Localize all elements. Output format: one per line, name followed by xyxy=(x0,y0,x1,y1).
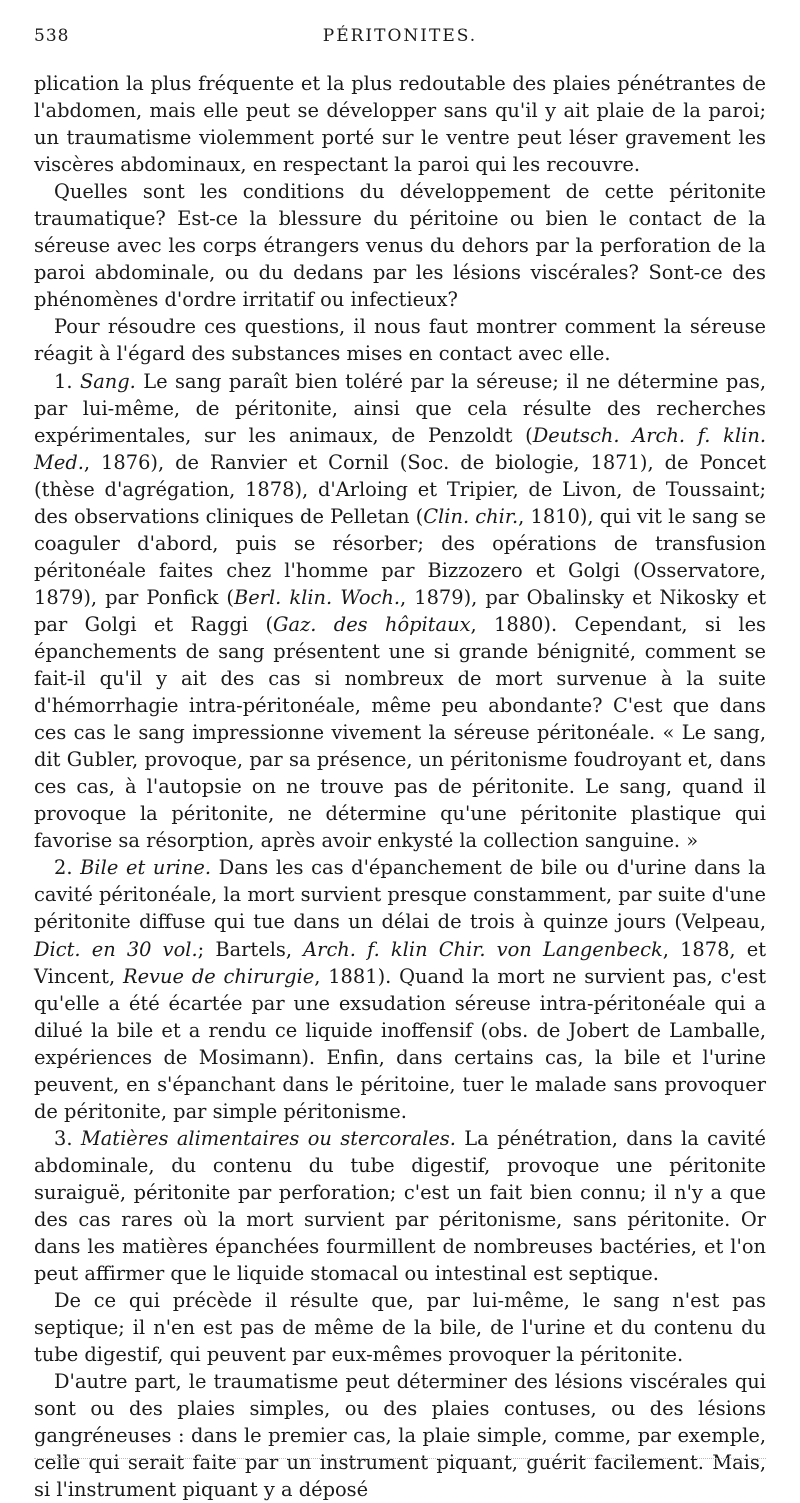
paragraph-sang xyxy=(34,368,766,855)
running-header xyxy=(34,26,766,52)
italic-citation: Bile et urine. xyxy=(80,856,211,880)
paragraph-questions xyxy=(34,178,766,313)
italic-citation: Gaz. des hôpitaux xyxy=(273,612,471,636)
text-run: , 1879), par Obalinsky et Nikosky et par Golgi et Raggi ( xyxy=(34,585,766,636)
text-run: De ce qui précède il résulte que, par lui-même, le sang n'est pas septique; il n'en est pas de même de la bile, de l'urine et du contenu du tube digestif, qui peuvent par eux-mêmes provoquer la péritonite. xyxy=(34,1289,766,1367)
italic-citation: Sang. xyxy=(79,369,136,393)
italic-citation: Clin. chir. xyxy=(423,504,519,528)
text-run: , 1810), qui vit le sang se coaguler d'abord, puis se résorber; des opérations de transfusion péritonéale faites chez l'homme par Bizzozero et Golgi (Osservatore, 1879), par Ponfick ( xyxy=(34,504,766,609)
text-run: ; Bartels, xyxy=(197,937,304,961)
text-run: , 1878, et Vincent, xyxy=(34,937,767,988)
paragraph-continuation xyxy=(34,70,766,178)
text-run: 3. xyxy=(54,1126,81,1150)
text-run: Pour résoudre ces questions, il nous faut montrer comment la séreuse réagit à l'égard des substances mises en contact avec elle. xyxy=(34,315,766,366)
paragraph-bile-urine xyxy=(34,854,766,1124)
text-run: Dans les cas d'épanchement de bile ou d'urine dans la cavité péritonéale, la mort survient presque constamment, par suite d'une péritonite diffuse qui tue dans un délai de trois à quinze jours (Velpeau, xyxy=(34,856,766,934)
footer-dotted-rule xyxy=(34,1458,766,1459)
italic-citation: Revue de chirurgie xyxy=(122,964,315,988)
text-run: 2. xyxy=(54,856,81,880)
paragraph-traumatisme xyxy=(34,1368,766,1503)
paragraph-method xyxy=(34,313,766,367)
italic-citation: Deutsch. Arch. f. klin. Med. xyxy=(34,423,766,474)
italic-citation: Arch. f. klin Chir. von Langenbeck xyxy=(303,937,663,961)
running-title: PÉRITONITES. xyxy=(322,26,478,46)
text-run: Le sang paraît bien toléré par la séreuse; il ne détermine pas, par lui-même, de péritonite, ainsi que cela résulte des recherches expérimentales, sur les animaux, de Penzoldt ( xyxy=(34,369,767,447)
italic-citation: Dict. en 30 vol. xyxy=(34,937,198,961)
page-number: 538 xyxy=(34,26,70,46)
text-run: 1. xyxy=(54,369,80,393)
italic-citation: Berl. klin. Woch. xyxy=(233,585,401,609)
text-run: Quelles sont les conditions du développement de cette péritonite traumatique? Est-ce la blessure du péritoine ou bien le contact de la séreuse avec les corps étrangers venus du dehors par la perforation de la paroi abdominale, ou du dedans par les lésions viscérales? Sont-ce des phénomènes d'ordre irritatif ou infectieux? xyxy=(34,180,766,312)
text-run: , 1876), de Ranvier et Cornil (Soc. de biologie, 1871), de Poncet (thèse d'agrégation, 1878), d'Arloing et Tripier, de Livon, de Toussaint; des observations cliniques de Pelletan ( xyxy=(34,450,766,528)
text-run: D'autre part, le traumatisme peut déterminer des lésions viscérales qui sont ou des plaies simples, ou des plaies contuses, ou des lésions gangréneuses : dans le premier cas, la plaie simple, comme, par exemple, celle qui serait faite par un instrument piquant, guérit facilement. Mais, si l'instrument piquant y a déposé xyxy=(34,1370,766,1502)
text-run: plication la plus fréquente et la plus redoutable des plaies pénétrantes de l'abdomen, mais elle peut se développer sans qu'il y ait plaie de la paroi; un traumatisme violemment porté sur le ventre peut léser gravement les viscères abdominaux, en respectant la paroi qui les recouvre. xyxy=(34,72,766,177)
body-text xyxy=(34,70,766,1503)
text-run: , 1880). Cependant, si les épanchements de sang présentent une si grande bénignité, comment se fait-il qu'il y ait des cas si nombreux de mort survenue à la suite d'hémorrhagie intra-péritonéale, même peu abondante? C'est que dans ces cas le sang impressionne vivement la séreuse péritonéale. « Le sang, dit Gubler, provoque, par sa présence, un péritonisme foudroyant et, dans ces cas, à l'autopsie on ne trouve pas de péritonite. Le sang, quand il provoque la péritonite, ne détermine qu'une péritonite plastique qui favorise sa résorption, après avoir enkysté la collection sanguine. » xyxy=(34,612,766,853)
paragraph-conclusion xyxy=(34,1287,766,1368)
italic-citation: Matières alimentaires ou stercorales. xyxy=(80,1126,456,1150)
text-run: La pénétration, dans la cavité abdominale, du contenu du tube digestif, provoque une péritonite suraiguë, péritonite par perforation; c'est un fait bien connu; il n'y a que des cas rares où la mort survient par péritonisme, sans péritonite. Or dans les matières épanchées fourmillent de nombreuses bactéries, et l'on peut affirmer que le liquide stomacal ou intestinal est septique. xyxy=(34,1126,766,1286)
paragraph-matieres xyxy=(34,1125,766,1287)
book-page xyxy=(34,26,766,1503)
text-run: , 1881). Quand la mort ne survient pas, c'est qu'elle a été écartée par une exsudation séreuse intra-péritonéale qui a dilué la bile et a rendu ce liquide inoffensif (obs. de Jobert de Lamballe, expériences de Mosimann). Enfin, dans certains cas, la bile et l'urine peuvent, en s'épanchant dans le péritoine, tuer le malade sans provoquer de péritonite, par simple péritonisme. xyxy=(34,964,766,1123)
